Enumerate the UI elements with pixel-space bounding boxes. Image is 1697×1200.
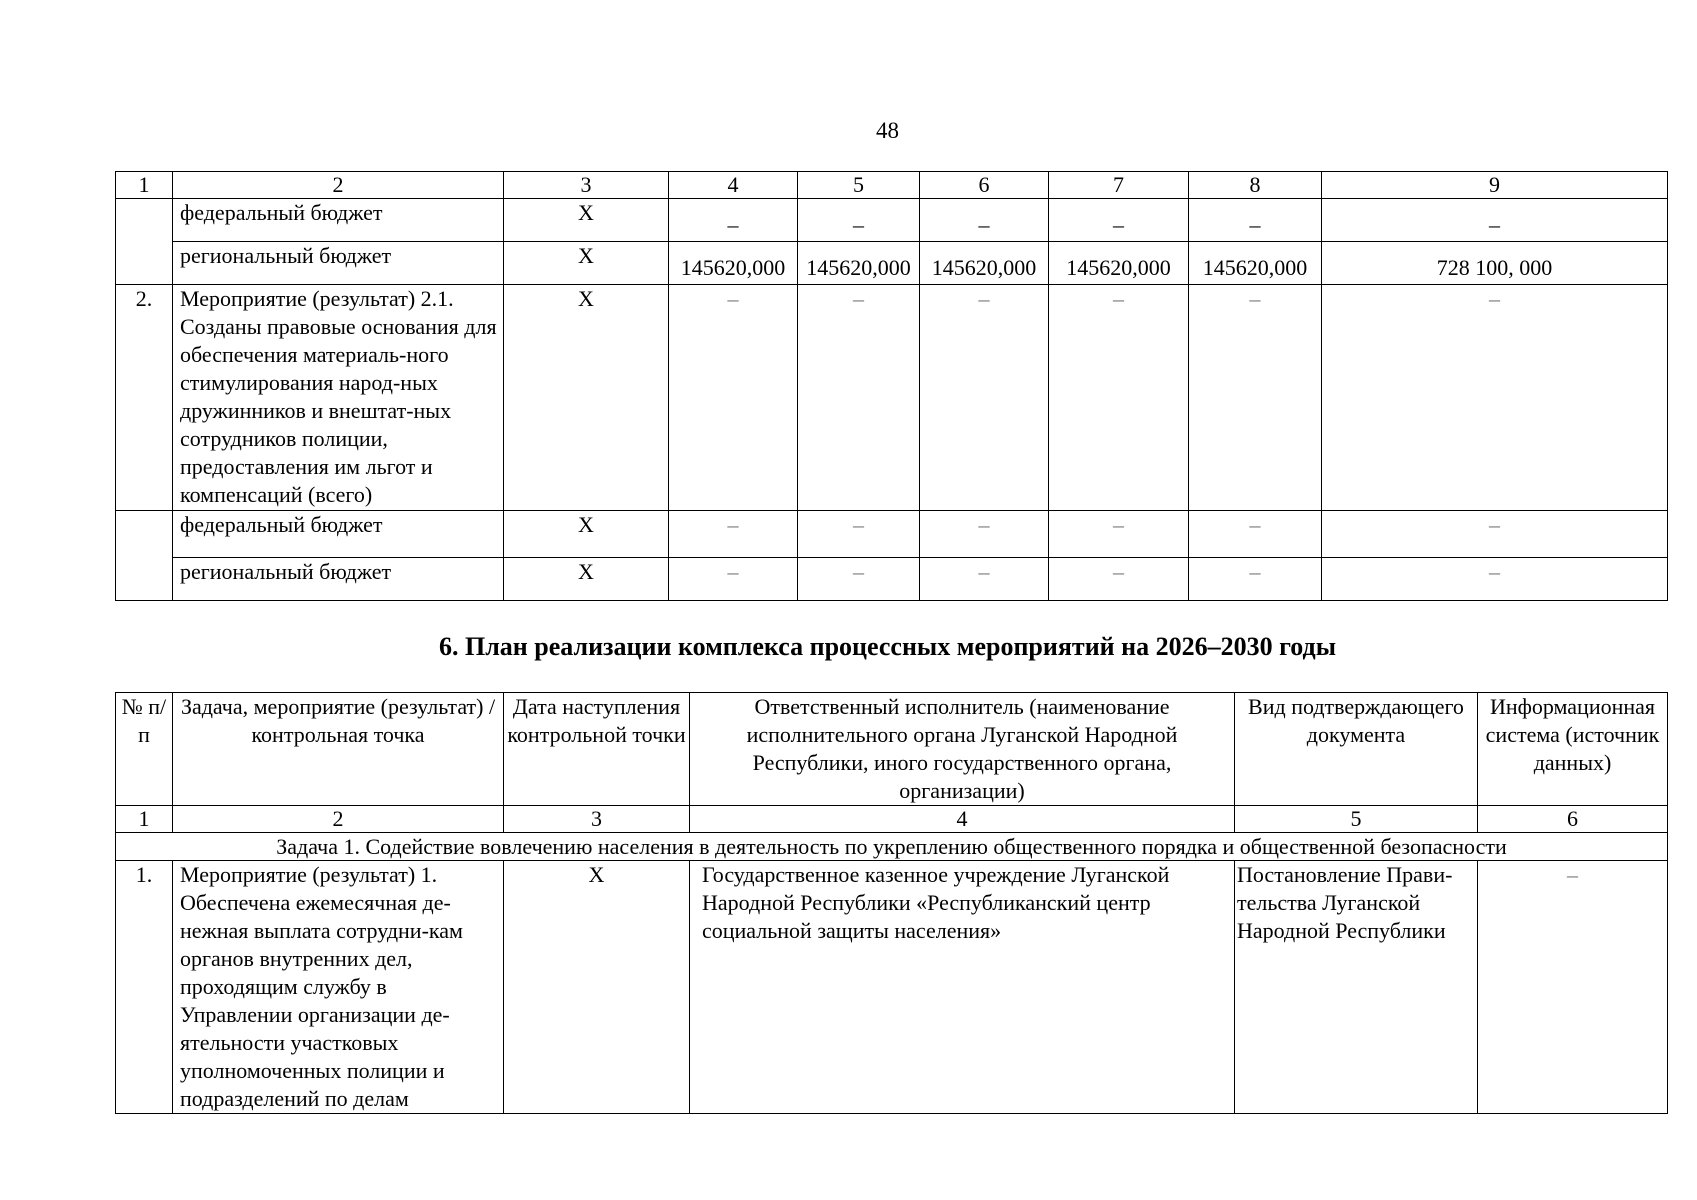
column-number: 4 [690,806,1235,833]
row-number: 1. [116,861,173,1114]
row-number: 2. [116,285,173,511]
cell-value: – [798,285,920,511]
cell-value: – [1189,511,1322,558]
header-cell: Дата наступления контрольной точки [504,693,690,806]
row-name: федеральный бюджет [173,199,504,242]
row-number [116,558,173,601]
row-x-mark: Х [504,558,669,601]
header-cell: Информационная система (источник данных) [1478,693,1668,806]
section-title: 6. План реализации комплекса процессных мероприятий на 2026–2030 годы [438,632,1337,661]
cell-value: – [1322,558,1668,601]
cell-value: 145620,000 [1189,242,1322,285]
row-name: Мероприятие (результат) 1. Обеспечена ежемесячная де-нежная выплата сотрудни-кам органов внутренних дел, проходящим службу в Управлении организации де-ятельности участковых уполномоченных полиции и подразделений по делам [173,861,504,1114]
cell-value: – [1049,511,1189,558]
row-date: Х [504,861,690,1114]
task-row [116,833,1668,861]
process-plan-table [115,692,1668,1114]
cell-value: – [798,199,920,242]
table-row [116,285,1668,511]
column-number: 6 [920,172,1049,199]
row-x-mark: Х [504,285,669,511]
row-name: федеральный бюджет [173,511,504,558]
header-cell: Вид подтверждающего документа [1235,693,1478,806]
header-cell: № п/п [116,693,173,806]
column-number: 1 [116,172,173,199]
header-row [116,693,1668,806]
cell-value: – [669,558,798,601]
header-cell: Ответственный исполнитель (наименование исполнительного органа Луганской Народной Республики, иного государственного органа, организации) [690,693,1235,806]
column-number: 8 [1189,172,1322,199]
cell-value: – [920,558,1049,601]
cell-value: – [920,511,1049,558]
cell-value: – [798,511,920,558]
column-number-row [116,806,1668,833]
cell-value: – [1322,285,1668,511]
cell-value: 728 100, 000 [1322,242,1668,285]
row-executor: Государственное казенное учреждение Луганской Народной Республики «Республиканский центр социальной защиты населения» [690,861,1235,1114]
table-row [116,199,1668,242]
row-name: региональный бюджет [173,558,504,601]
column-number-row [116,172,1668,199]
row-x-mark: Х [504,511,669,558]
cell-value: – [920,199,1049,242]
row-x-mark: Х [504,199,669,242]
cell-value: – [798,558,920,601]
row-number [116,242,173,285]
row-x-mark: Х [504,242,669,285]
cell-value: 145620,000 [920,242,1049,285]
row-number [116,199,173,242]
row-number [116,511,173,558]
row-name: Мероприятие (результат) 2.1. Созданы правовые основания для обеспечения материаль-ного стимулирования народ-ных дружинников и внештат-ных сотрудников полиции, предоставления им льгот и компенсаций (всего) [173,285,504,511]
cell-value: – [669,199,798,242]
table-row [116,558,1668,601]
cell-value: – [1049,199,1189,242]
row-name: региональный бюджет [173,242,504,285]
header-cell: Задача, мероприятие (результат) / контрольная точка [173,693,504,806]
cell-value: 145620,000 [1049,242,1189,285]
cell-value: – [669,285,798,511]
column-number: 1 [116,806,173,833]
column-number: 6 [1478,806,1668,833]
cell-value: – [1322,199,1668,242]
column-number: 9 [1322,172,1668,199]
cell-value: – [1322,511,1668,558]
column-number: 3 [504,806,690,833]
task-title: Задача 1. Содействие вовлечению населения в деятельность по укреплению общественного порядка и общественной безопасности [116,833,1668,861]
cell-value: – [1189,285,1322,511]
cell-value: 145620,000 [798,242,920,285]
funding-table [115,171,1668,601]
column-number: 2 [173,172,504,199]
table-row [116,242,1668,285]
column-number: 5 [1235,806,1478,833]
column-number: 5 [798,172,920,199]
row-system: – [1478,861,1668,1114]
cell-value: – [1189,199,1322,242]
column-number: 3 [504,172,669,199]
cell-value: 145620,000 [669,242,798,285]
column-number: 2 [173,806,504,833]
row-document: Постановление Прави-тельства Луганской Народной Республики [1235,861,1478,1114]
table-row [116,511,1668,558]
column-number: 4 [669,172,798,199]
table-row [116,861,1668,1114]
cell-value: – [920,285,1049,511]
cell-value: – [1049,558,1189,601]
cell-value: – [1049,285,1189,511]
cell-value: – [669,511,798,558]
cell-value: – [1189,558,1322,601]
page-number: 48 [876,118,899,143]
column-number: 7 [1049,172,1189,199]
